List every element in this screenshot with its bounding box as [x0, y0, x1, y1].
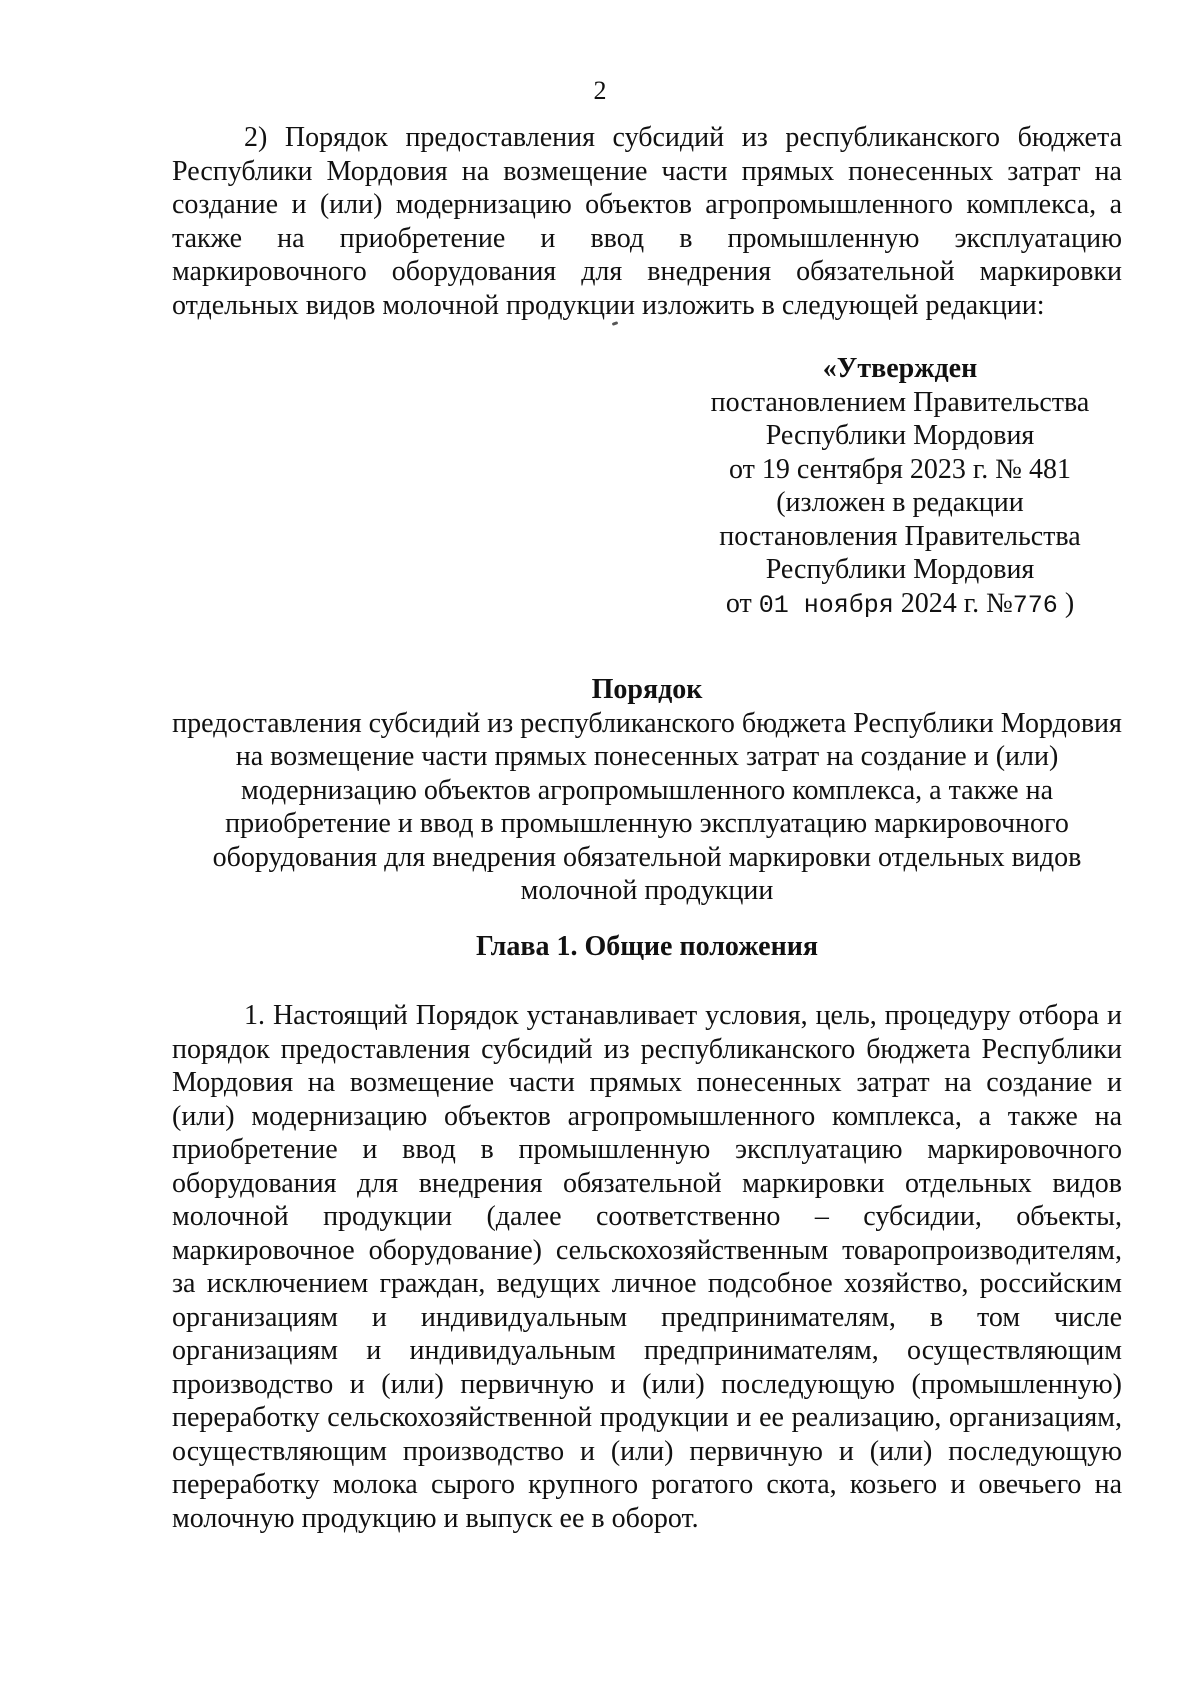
- approval-stamp-block: [690, 352, 1110, 622]
- approval-date-line: [690, 587, 1110, 623]
- approval-line: Республики Мордовия: [765, 420, 1035, 451]
- approval-heading: «Утвержден: [822, 353, 978, 384]
- body-paragraph: 1. Настоящий Порядок устанавливает условия, цель, процедуру отбора и порядок предоставления субсидий из республиканского бюджета Республики Мордовия на возмещение части прямых понесенных затрат на создание и (или) модернизацию объектов агропромышленного комплекса, а также на приобретение и ввод в промышленную эксплуатацию маркировочного оборудования для внедрения обязательной маркировки отдельных видов молочной продукции (далее соответственно – субсидии, объекты, маркировочное оборудование) сельскохозяйственным товаропроизводителям, за исключением граждан, ведущих личное подсобное хозяйство, российским организациям и индивидуальным предпринимателям, в том числе организациям и индивидуальным предпринимателям, осуществляющим производство и (или) первичную и (или) последующую (промышленную) переработку сельскохозяйственной продукции и ее реализацию, организациям, осуществляющим производство и (или) первичную и (или) последующую переработку молока сырого крупного рогатого скота, козьего и овечьего на молочную продукцию и выпуск ее в оборот.: [172, 1000, 1122, 1534]
- approval-date-value: 01 ноября: [758, 590, 894, 620]
- approval-line: Республики Мордовия: [765, 554, 1035, 585]
- approval-date-year: 2024 г. №: [900, 587, 1013, 619]
- document-subtitle: предоставления субсидий из республиканского бюджета Республики Мордовия на возмещение части прямых понесенных затрат на создание и (или) модернизацию объектов агропромышленного комплекса, а также на приобретение и ввод в промышленную эксплуатацию маркировочного оборудования для внедрения обязательной маркировки отдельных видов молочной продукции: [172, 707, 1122, 906]
- document-title-block: [172, 673, 1122, 908]
- approval-date-suffix: ): [1064, 587, 1075, 619]
- approval-line: постановлением Правительства: [710, 386, 1090, 418]
- approval-line: (изложен в редакции: [776, 487, 1024, 518]
- approval-date-prefix: от: [725, 587, 752, 619]
- amendment-paragraph: 2) Порядок предоставления субсидий из республиканского бюджета Республики Мордовия на возмещение части прямых понесенных затрат на создание и (или) модернизацию объектов агропромышленного комплекса, а также на приобретение и ввод в промышленную эксплуатацию маркировочного оборудования для внедрения обязательной маркировки отдельных видов молочной продукции изложить в следующей редакции:: [172, 122, 1122, 321]
- approval-line: постановления Правительства: [719, 520, 1081, 552]
- approval-number-value: 776: [1012, 590, 1058, 620]
- scan-speck: [612, 321, 619, 326]
- approval-line: от 19 сентября 2023 г. № 481: [729, 453, 1071, 485]
- document-title: Порядок: [591, 674, 703, 705]
- page-number: 2: [593, 76, 607, 105]
- chapter-heading: Глава 1. Общие положения: [475, 931, 818, 962]
